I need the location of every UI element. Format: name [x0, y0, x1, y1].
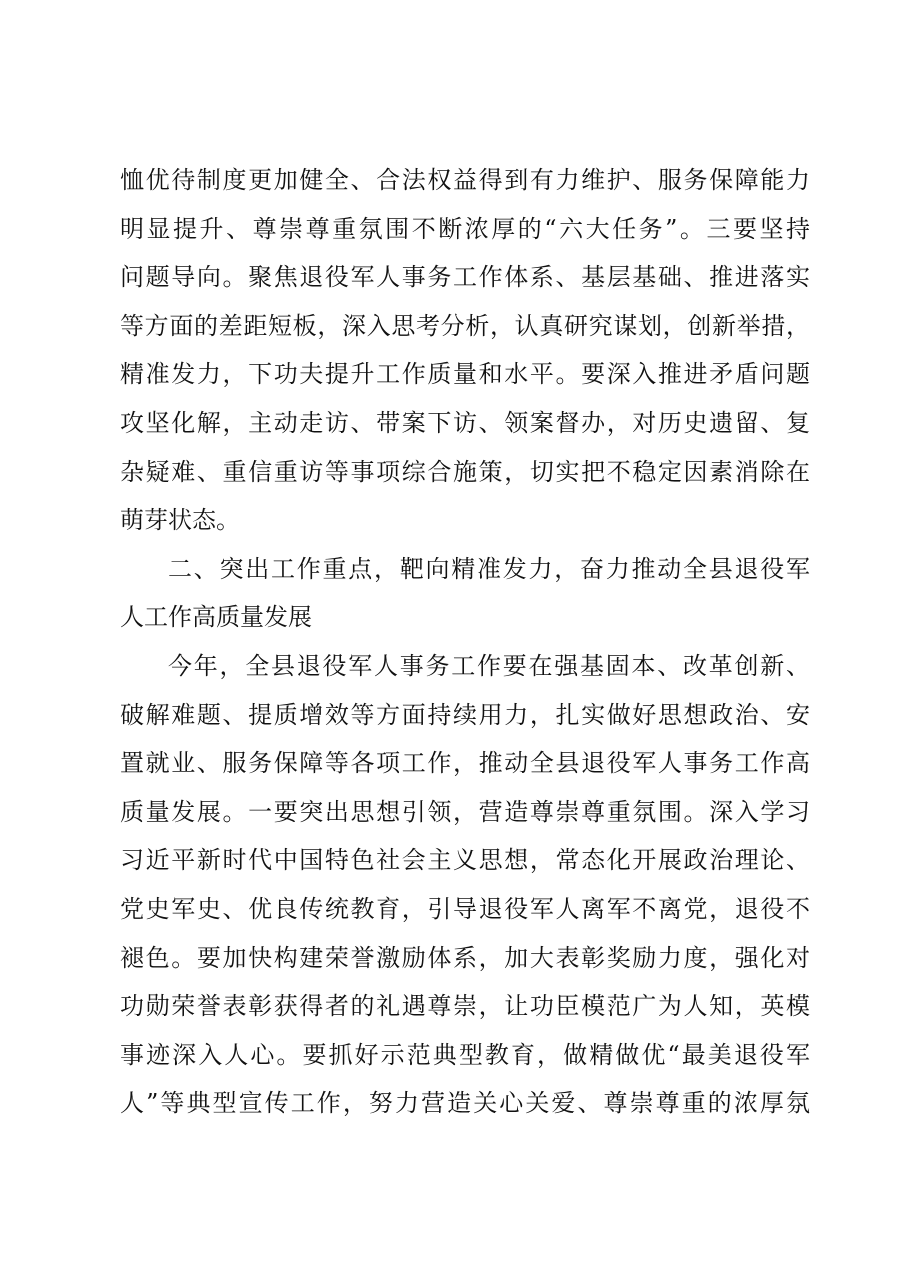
text-line: 置就业、服务保障等各项工作，推动全县退役军人事务工作高	[120, 749, 810, 778]
heading-line: 二、突出工作重点，靶向精准发力，奋力推动全县退役军	[168, 554, 810, 583]
text-line: 褪色。要加快构建荣誉激励体系，加大表彰奖励力度，强化对	[120, 943, 810, 972]
text-line: 恤优待制度更加健全、合法权益得到有力维护、服务保障能力	[120, 166, 810, 194]
text-line: 功勋荣誉表彰获得者的礼遇尊崇，让功臣模范广为人知，英模	[120, 992, 810, 1021]
text-line: 事迹深入人心。要抓好示范典型教育，做精做优“最美退役军	[120, 1040, 810, 1069]
text-line: 习近平新时代中国特色社会主义思想，常态化开展政治理论、	[120, 846, 810, 875]
section-heading	[120, 545, 810, 642]
text-line: 杂疑难、重信重访等事项综合施策，切实把不稳定因素消除在	[120, 457, 810, 486]
text-line: 萌芽状态。	[120, 506, 240, 535]
paragraph	[120, 642, 810, 1128]
text-line: 今年，全县退役军人事务工作要在强基固本、改革创新、	[168, 651, 810, 680]
document-body	[120, 156, 810, 1128]
text-line: 破解难题、提质增效等方面持续用力，扎实做好思想政治、安	[120, 700, 810, 729]
text-line: 攻坚化解，主动走访、带案下访、领案督办，对历史遗留、复	[120, 408, 810, 437]
text-line: 明显提升、尊崇尊重氛围不断浓厚的“六大任务”。三要坚持	[120, 214, 810, 243]
text-line: 质量发展。一要突出思想引领，营造尊崇尊重氛围。深入学习	[120, 797, 810, 826]
text-line: 人”等典型宣传工作，努力营造关心关爱、尊崇尊重的浓厚氛	[120, 1089, 810, 1118]
text-line: 党史军史、优良传统教育，引导退役军人离军不离党，退役不	[120, 894, 810, 923]
text-line: 等方面的差距短板，深入思考分析，认真研究谋划，创新举措，	[120, 311, 810, 340]
paragraph-continuation	[120, 156, 810, 545]
text-line: 问题导向。聚焦退役军人事务工作体系、基层基础、推进落实	[120, 263, 810, 292]
text-line: 精准发力，下功夫提升工作质量和水平。要深入推进矛盾问题	[120, 360, 810, 389]
heading-line: 人工作高质量发展	[120, 603, 312, 632]
